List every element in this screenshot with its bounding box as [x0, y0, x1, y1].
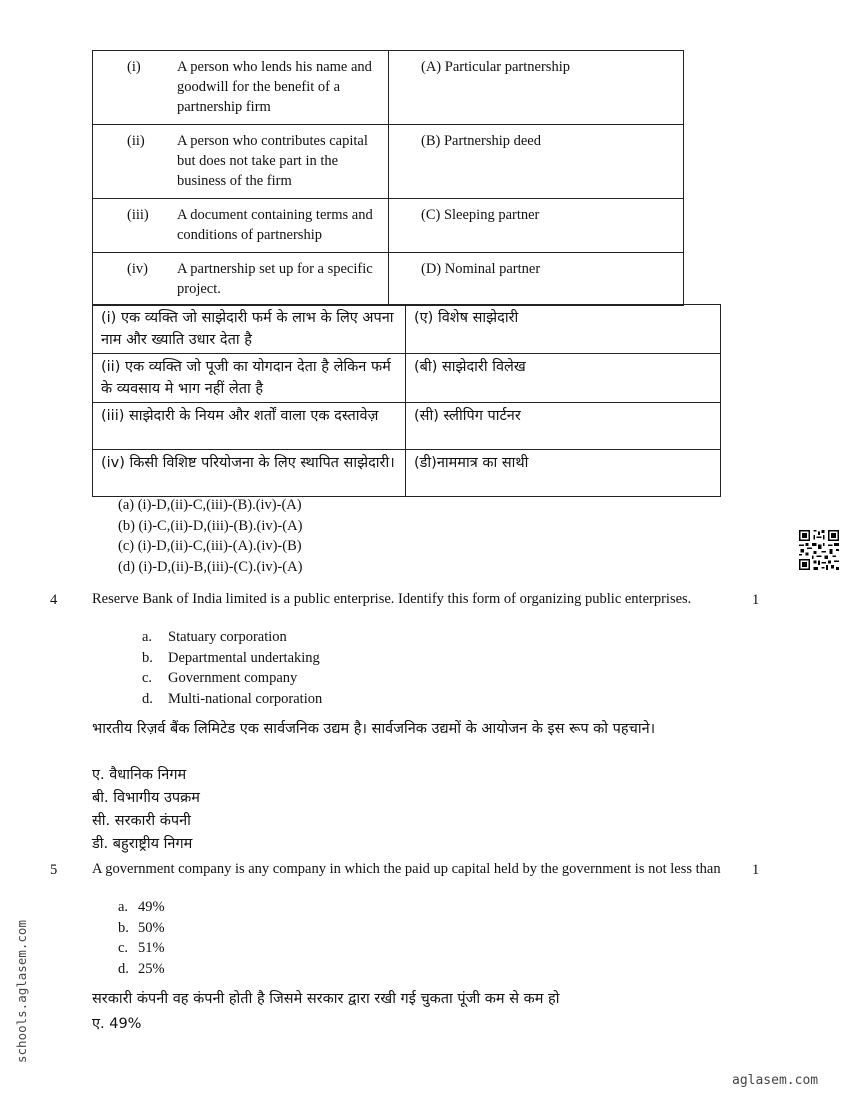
option-item: सी. सरकारी कंपनी — [92, 813, 191, 829]
option-letter: b. — [142, 649, 153, 666]
option-letter: c. — [142, 670, 153, 686]
q4-options-hi — [92, 764, 200, 856]
row-description: A person who lends his name and goodwill for the benefit of a partnership firm — [177, 59, 372, 115]
table-row — [93, 51, 684, 125]
row-description: A person who contributes capital but does not take part in the business of the firm — [177, 133, 368, 189]
row-number: (i) — [127, 59, 141, 75]
row-match: (A) Particular partnership — [389, 51, 684, 125]
row-left: (i) एक व्यक्ति जो साझेदारी फर्म के लाभ के लिए अपना नाम और ख्याति उधार देता है — [93, 305, 406, 354]
row-description: A document containing terms and conditions of partnership — [177, 207, 373, 243]
option-item — [118, 938, 165, 959]
option-text: Statuary corporation — [168, 629, 287, 645]
option-item: (d) (i)-D,(ii)-B,(iii)-(C).(iv)-(A) — [118, 558, 303, 575]
table-row — [93, 354, 721, 403]
table-row — [93, 403, 721, 450]
option-letter: c. — [118, 940, 129, 956]
row-left: (iv) किसी विशिष्ट परियोजना के लिए स्थापित साझेदारी। — [93, 450, 406, 497]
option-text: 25% — [138, 960, 165, 977]
row-left: (iii) साझेदारी के नियम और शर्तों वाला एक दस्तावेज़ — [93, 403, 406, 450]
option-item — [118, 897, 165, 918]
row-match: (C) Sleeping partner — [389, 199, 684, 253]
option-item: डी. बहुराष्ट्रीय निगम — [92, 836, 193, 852]
option-item — [118, 918, 165, 939]
row-match: (B) Partnership deed — [389, 125, 684, 199]
q4-options-en — [142, 627, 322, 709]
row-number: (iv) — [127, 261, 148, 277]
question-number: 4 — [50, 592, 58, 608]
option-item — [142, 627, 322, 648]
footer-watermark: aglasem.com — [732, 1073, 819, 1088]
option-text: 49% — [138, 899, 165, 915]
option-item — [142, 668, 322, 689]
option-item: ए. 49% — [92, 1016, 142, 1032]
match-table-english — [92, 50, 684, 306]
row-right: (डी)नाममात्र का साथी — [406, 450, 721, 497]
option-item: (b) (i)-C,(ii)-D,(iii)-(B).(iv)-(A) — [118, 517, 303, 534]
table-row — [93, 305, 721, 354]
option-item: (a) (i)-D,(ii)-C,(iii)-(B).(iv)-(A) — [118, 497, 302, 513]
option-item: बी. विभागीय उपक्रम — [92, 790, 200, 806]
option-text: Multi-national corporation — [168, 690, 323, 707]
option-item — [142, 648, 322, 669]
question-text-en: A government company is any company in which the paid up capital held by the government is not less than — [92, 861, 721, 877]
question-text-hi: सरकारी कंपनी वह कंपनी होती है जिसमे सरकार द्वारा रखी गई चुकता पूंजी कम से कम हो — [92, 991, 560, 1007]
row-match: (D) Nominal partner — [389, 253, 684, 306]
row-number: (iii) — [127, 207, 149, 223]
option-text: 50% — [138, 919, 165, 936]
option-item — [118, 959, 165, 980]
table-row — [93, 125, 684, 199]
match-table-hindi — [92, 304, 721, 497]
table-row — [93, 253, 684, 306]
question-number: 5 — [50, 862, 58, 878]
row-left: (ii) एक व्यक्ति जो पूजी का योगदान देता है लेकिन फर्म के व्यवसाय मे भाग नहीं लेता है — [93, 354, 406, 403]
option-letter: d. — [118, 960, 129, 977]
option-text: 51% — [138, 940, 165, 956]
row-right: (बी) साझेदारी विलेख — [406, 354, 721, 403]
option-text: Government company — [168, 670, 298, 686]
table-row — [93, 450, 721, 497]
option-item — [142, 689, 322, 710]
row-right: (सी) स्लीपिग पार्टनर — [406, 403, 721, 450]
question-text-en: Reserve Bank of India limited is a public enterprise. Identify this form of organizing public enterprises. — [92, 591, 692, 607]
q5-options-en — [118, 897, 165, 979]
row-number: (ii) — [127, 133, 145, 149]
question-marks: 1 — [752, 862, 760, 878]
question-text-hi: भारतीय रिज़र्व बैंक लिमिटेड एक सार्वजनिक उद्यम है। सार्वजनिक उद्यमों के आयोजन के इस रूप को पहचाने। — [92, 721, 656, 737]
row-right: (ए) विशेष साझेदारी — [406, 305, 721, 354]
option-text: Departmental undertaking — [168, 649, 320, 666]
question-marks: 1 — [752, 592, 760, 608]
side-watermark: schools.aglasem.com — [14, 920, 29, 1063]
row-description: A partnership set up for a specific project. — [177, 261, 373, 297]
option-letter: a. — [142, 629, 153, 645]
table-row — [93, 199, 684, 253]
option-letter: d. — [142, 690, 153, 707]
qr-code-icon — [799, 530, 839, 570]
option-item: ए. वैधानिक निगम — [92, 767, 187, 783]
option-item: (c) (i)-D,(ii)-C,(iii)-(A).(iv)-(B) — [118, 538, 302, 554]
option-letter: b. — [118, 919, 129, 936]
q3-options — [118, 495, 302, 577]
option-letter: a. — [118, 899, 129, 915]
